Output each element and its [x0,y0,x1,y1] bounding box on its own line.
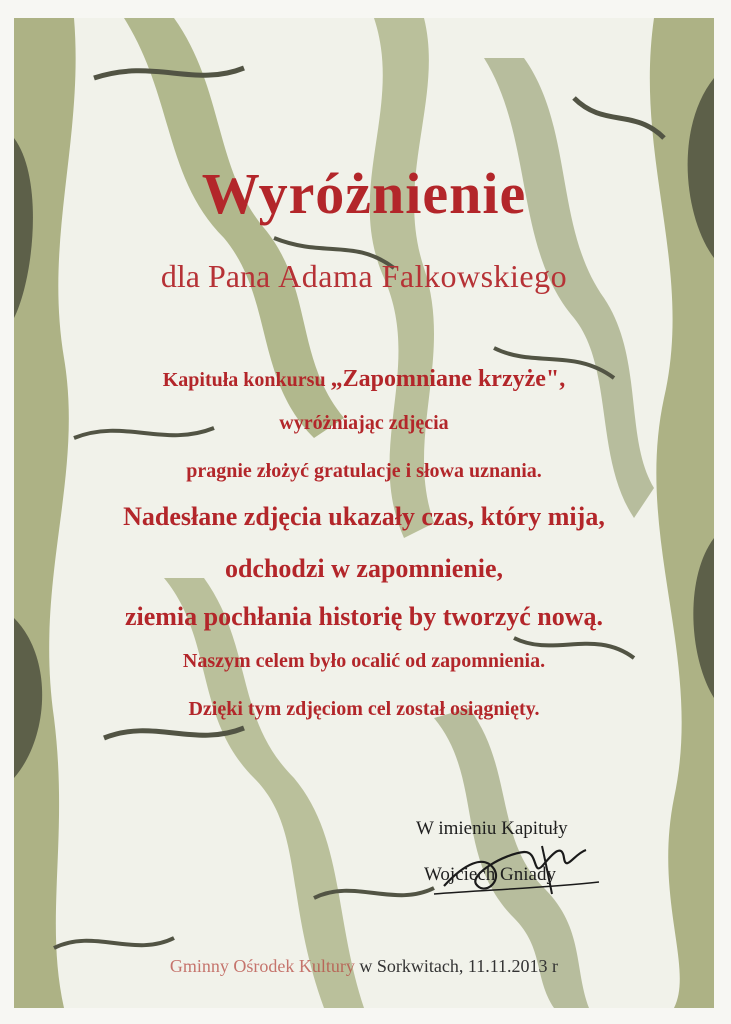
body-line-2: wyróżniając zdjęcia [279,412,449,434]
body-line-5: odchodzi w zapomnienie, [224,554,504,583]
recipient-line [14,258,714,295]
body-line-7: Naszym celem było ocalić od zapomnienia. [182,650,546,672]
body-line-8: Dzięki tym zdjęciom cel został osiągnięty. [188,698,540,720]
contest-jury-label: Kapituła konkursu [162,369,326,391]
certificate-title: Wyróżnienie [201,161,527,226]
body-line-3: pragnie złożyć gratulacje i słowa uznania. [186,460,542,482]
body-line-4: Nadesłane zdjęcia ukazały czas, który mija, [123,502,605,531]
signature-on-behalf: W imieniu Kapituły [416,818,568,839]
issuer-name: Gminny Ośrodek Kultury [169,956,355,976]
footer-issuer-date [14,956,714,977]
recipient-name: Adama Falkowskiego [278,258,568,294]
body-line-6: ziemia pochłania historię by tworzyć nową. [124,602,604,631]
recipient-prefix: dla Pana [160,258,271,294]
place-and-date: w Sorkwitach, 11.11.2013 r [359,956,559,976]
signatory-name: Wojciech Gniady [424,864,556,885]
certificate [14,18,714,1008]
contest-name: „Zapomniane krzyże", [330,366,566,392]
body-line-1 [14,366,714,393]
